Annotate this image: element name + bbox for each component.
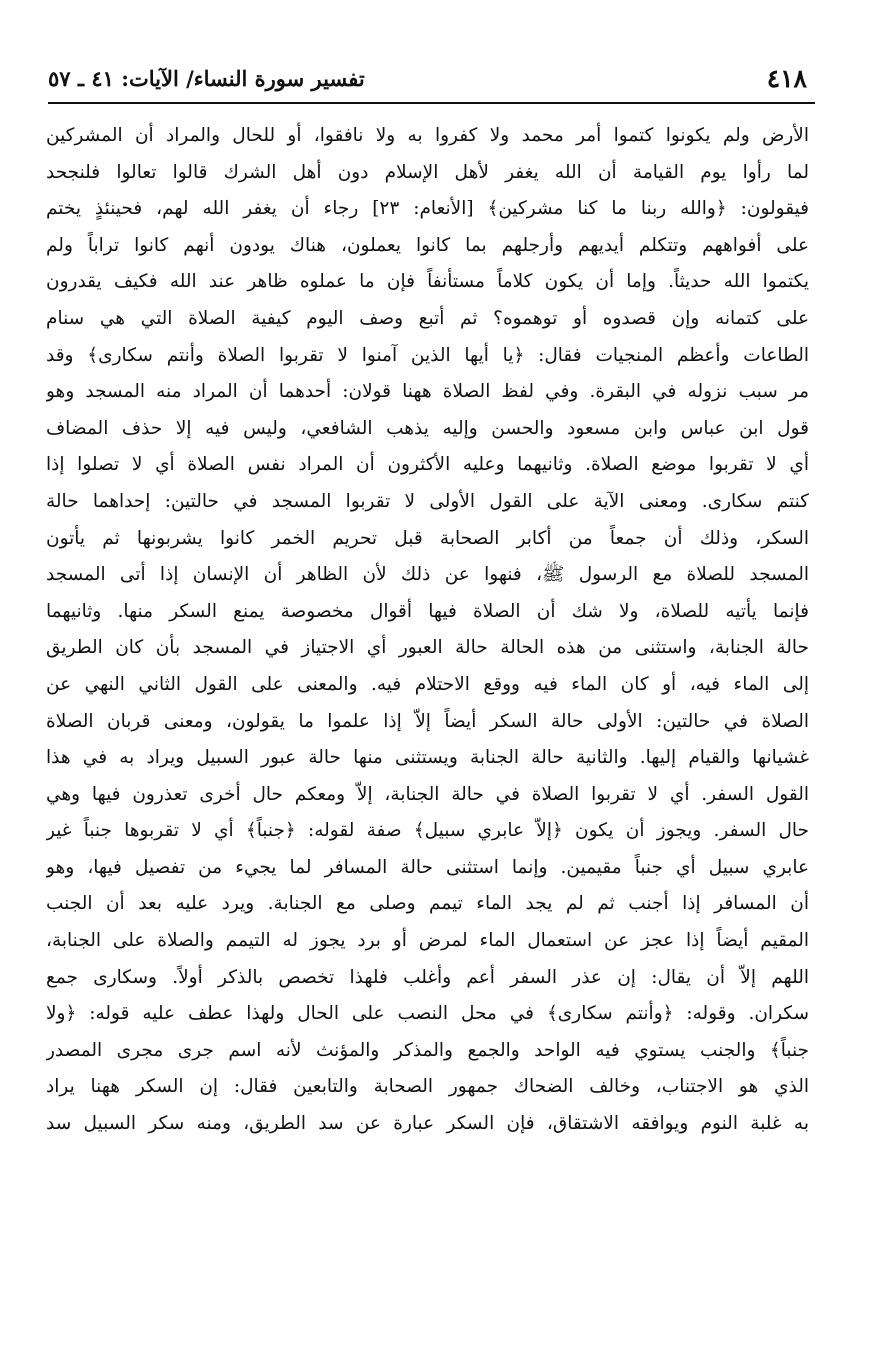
text-line: فيقولون: ﴿والله ربنا ما كنا مشركين﴾ [الأنعام: ٢٣] رجاء أن يغفر الله لهم، فحينئذٍ يختم [46,198,809,220]
text-line: الطاعات وأعظم المنجيات فقال: ﴿يا أيها الذين آمنوا لا تقربوا الصلاة وأنتم سكارى﴾ وقد [46,344,809,366]
running-title: تفسير سورة النساء/ الآيات: ٤١ ـ ٥٧ [48,66,365,91]
text-line: اللهم إلاّ أن يقال: إن عذر السفر أعم وأغلب فلهذا تخصص بالذكر أولاً. وسكارى جمع [46,966,809,988]
text-line: المقيم أيضاً إذا عجز عن استعمال الماء لمرض أو برد يجوز له التيمم والصلاة على الجنابة، [46,930,809,952]
text-line: قول ابن عباس وابن مسعود والحسن وإليه يذهب الشافعي، وليس فيه إلا حذف المضاف [46,417,809,439]
text-line: غشيانها والقيام إليها. والثانية حالة الجنابة ويستثنى منها حالة عبور السبيل ويراد به في هذا [46,747,809,769]
text-line: عابري سبيل أي جنباً مقيمين. وإنما استثنى حالة المسافر لما يجيء من تفصيل فيها، وهو [46,856,809,878]
body-text [46,118,809,1143]
text-line: الصلاة في حالتين: الأولى حالة السكر أيضاً إلاّ إذا علموا ما يقولون، ومعنى قربان الصلاة [46,710,809,732]
page-header [48,62,807,98]
text-line: يكتموا الله حديثاً. وإما أن يكون كلاماً مستأنفاً فإن ما عملوه ظاهر عند الله فكيف يقدرون [46,271,809,293]
text-line: به غلبة النوم ويوافقه الاشتقاق، فإن السكر عبارة عن سد الطريق، ومنه سكر السبيل سد [46,1113,809,1135]
text-line: المسجد للصلاة مع الرسول ﷺ، فنهوا عن ذلك لأن الظاهر أن الإنسان إذا أتى المسجد [46,564,809,586]
text-line: سكران. وقوله: ﴿وأنتم سكارى﴾ في محل النصب على الحال ولهذا عطف عليه قوله: ﴿ولا [46,1003,809,1025]
text-line: كنتم سكارى. ومعنى الآية على القول الأولى لا تقربوا المسجد في حالتين: إحداهما حالة [46,490,809,512]
text-line: على كتمانه وإن قصدوه أو توهموه؟ ثم أتبع وصف اليوم كيفية الصلاة التي هي سنام [46,307,809,329]
header-divider [48,102,815,104]
page-number: ٤١٨ [766,64,807,93]
text-line: أن المسافر إذا أجنب ثم لم يجد الماء تيمم وصلى مع الجنابة. ويرد عليه بعد أن الجنب [46,893,809,915]
text-line: جنباً﴾ والجنب يستوي فيه الواحد والجمع والمذكر والمؤنث لأنه اسم جرى مجرى المصدر [46,1039,809,1061]
text-line: فإنما يأتيه للصلاة، ولا شك أن الصلاة فيها أقوال مخصوصة يمنع السكر منها. وثانيهما [46,600,809,622]
text-line: لما رأوا يوم القيامة أن الله يغفر لأهل الإسلام دون أهل الشرك قالوا تعالوا فلنجحد [46,161,809,183]
text-line: على أفواههم وتتكلم أيديهم وأرجلهم بما كانوا يعملون، هناك يودون أنهم كانوا تراباً ولم [46,234,809,256]
text-line: السكر، وذلك أن جمعاً من أكابر الصحابة قبل تحريم الخمر كانوا يشربونها ثم يأتون [46,527,809,549]
text-line: أي لا تقربوا موضع الصلاة. وثانيهما وعليه الأكثرون أن المراد نفس الصلاة أي لا تصلوا إذا [46,454,809,476]
text-line: مر سبب نزوله في البقرة. وفي لفظ الصلاة ههنا قولان: أحدهما أن المراد منه المسجد وهو [46,381,809,403]
text-line: الذي هو الاجتناب، وخالف الضحاك جمهور الصحابة والتابعين فقال: إن السكر ههنا يراد [46,1076,809,1098]
text-line: إلى الماء فيه، أو كان الماء فيه ووقع الاحتلام فيه. والمعنى على القول الثاني النهي عن [46,673,809,695]
text-line: القول السفر. أي لا تقربوا الصلاة في حالة الجنابة، إلاّ ومعكم حال أخرى تعذرون فيها وهي [46,783,809,805]
text-line: حال السفر. ويجوز أن يكون ﴿إلاّ عابري سبيل﴾ صفة لقوله: ﴿جنباً﴾ أي لا تقربوها جنباً غير [46,820,809,842]
text-line: الأرض ولم يكونوا كتموا أمر محمد ولا كفروا به ولا نافقوا، أو للحال والمراد أن المشركين [46,125,809,146]
text-line: حالة الجنابة، واستثنى من هذه الحالة حالة العبور أي الاجتياز في المسجد بأن كان الطريق [46,637,809,659]
